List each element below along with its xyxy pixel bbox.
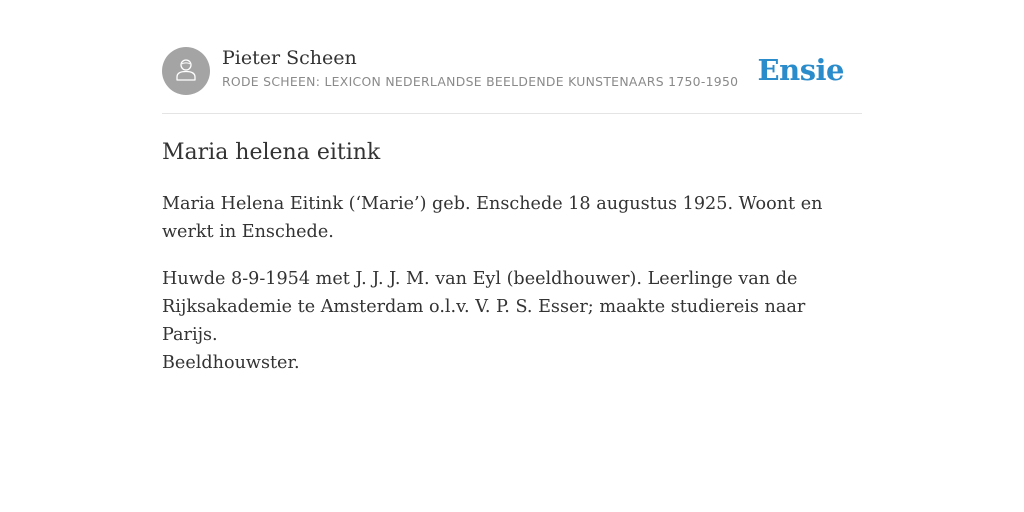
brand-logo[interactable]: Ensie	[757, 53, 844, 87]
article-paragraph: Huwde 8-9-1954 met J. J. J. M. van Eyl (beeldhouwer). Leerlinge van de Rijksakademie te Amsterdam o.l.v. V. P. S. Esser; maakte studiereis naar Parijs.	[162, 269, 806, 345]
author-name[interactable]: Pieter Scheen	[222, 47, 357, 69]
source-title[interactable]: RODE SCHEEN: LEXICON NEDERLANDSE BEELDENDE KUNSTENAARS 1750-1950	[222, 74, 739, 89]
article-paragraph: Maria Helena Eitink (‘Marie’) geb. Enschede 18 augustus 1925. Woont en werkt in Enschede.	[162, 194, 823, 242]
avatar[interactable]	[162, 47, 210, 95]
article-paragraph: Beeldhouwster.	[162, 353, 300, 373]
article-header	[162, 46, 862, 96]
user-icon	[172, 55, 200, 88]
header-divider	[162, 113, 862, 114]
page-title: Maria helena eitink	[162, 140, 381, 165]
